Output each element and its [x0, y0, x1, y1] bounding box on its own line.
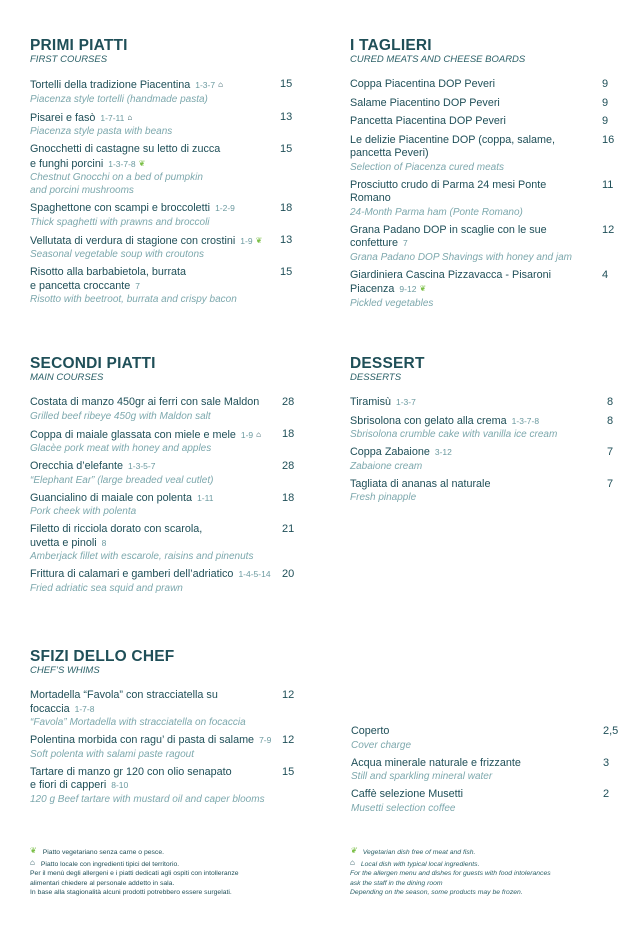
- dish-price: 13: [280, 233, 293, 246]
- dish-description: Sbrisolona crumble cake with vanilla ice cream: [350, 429, 558, 440]
- dish-name: Tagliata di ananas al naturale: [350, 477, 491, 490]
- dish-name-line: [30, 568, 300, 582]
- footnote-text: alimentari chiedere al personale addetto in sala.: [30, 879, 175, 887]
- dish-name-line: [30, 734, 300, 748]
- section-title: PRIMI PIATTI: [30, 37, 128, 54]
- allergen-codes: 7: [135, 280, 140, 291]
- leaf-icon: ❦: [350, 846, 357, 855]
- footnote-line: [350, 879, 630, 889]
- allergen-codes: 1-9: [240, 235, 253, 246]
- dish-name-line: [350, 478, 620, 492]
- menu-item: [350, 134, 620, 174]
- footnote-line: [30, 879, 320, 889]
- dish-description: Soft polenta with salami paste ragout: [30, 748, 194, 760]
- dish-description: Pickled vegetables: [350, 297, 434, 309]
- dish-name: Giardiniera Cascina Pizzavacca - Pisaroni Piacenza: [350, 268, 552, 295]
- menu-item: [30, 143, 300, 197]
- dish-name-line: [350, 179, 620, 206]
- allergen-codes: 1-4-5-14: [238, 569, 271, 579]
- dish-price: 13: [280, 110, 293, 123]
- menu-item: [350, 115, 620, 129]
- menu-item: [350, 78, 620, 92]
- footnote-text: Piatto vegetariano senza carne o pesce.: [42, 849, 164, 856]
- section-taglieri: [350, 38, 620, 315]
- menu-item: [30, 202, 300, 229]
- section-title: DESSERT: [350, 355, 425, 372]
- allergen-codes: 9-12: [399, 284, 417, 294]
- dish-name-line: [350, 134, 620, 161]
- dish-name: Tiramisù: [350, 396, 391, 408]
- section-extras: [351, 725, 621, 820]
- dish-name-line: [351, 725, 621, 739]
- allergen-codes: 7-9: [259, 735, 272, 745]
- menu-items: [351, 725, 621, 815]
- menu-item: [30, 111, 300, 139]
- dish-price: 15: [280, 78, 293, 90]
- allergen-codes: 1-3-7: [195, 80, 216, 90]
- leaf-icon: ❦: [419, 284, 427, 293]
- allergen-codes: 8: [101, 537, 107, 548]
- dish-name-line: [350, 97, 620, 111]
- dish-price: 21: [282, 523, 295, 535]
- dish-name: Prosciutto crudo di Parma 24 mesi Ponte Romano: [350, 178, 547, 204]
- footnote-line: [30, 858, 320, 870]
- dish-name-line: [30, 202, 300, 216]
- section-secondi: [30, 356, 300, 600]
- menu-items: [30, 689, 300, 806]
- dish-name: Costata di manzo 450gr ai ferri con sale Maldon: [30, 396, 260, 408]
- footnote-text: Vegetarian dish free of meat and fish.: [362, 849, 476, 856]
- dish-name: Coperto: [351, 725, 390, 737]
- menu-item: [350, 224, 620, 264]
- dish-price: 12: [282, 734, 295, 746]
- dish-name-line: [30, 428, 300, 443]
- dish-name-line: [30, 766, 300, 793]
- menu-items: [30, 396, 300, 595]
- dish-price: 11: [602, 178, 614, 191]
- dish-description: Still and sparkling mineral water: [351, 771, 493, 782]
- dish-description: 24-Month Parma ham (Ponte Romano): [350, 206, 523, 218]
- section-sfizi: [30, 649, 300, 811]
- dish-price: 9: [602, 115, 609, 127]
- dish-name: Mortadella “Favola” con stracciatella su focaccia: [30, 689, 218, 715]
- dish-description: Grana Padano DOP Shavings with honey and jam: [350, 251, 572, 263]
- dish-price: 2: [603, 788, 610, 800]
- menu-item: [351, 725, 621, 752]
- dish-name: Orecchia d’elefante: [30, 460, 124, 472]
- menu-item: [30, 766, 300, 806]
- dish-name: Coppa Piacentina DOP Peveri: [350, 78, 496, 90]
- menu-item: [30, 568, 300, 595]
- leaf-icon: ❦: [30, 846, 37, 855]
- dish-price: 8: [607, 396, 614, 408]
- footnote-text: In base alla stagionalità alcuni prodotti potrebbero essere surgelati.: [30, 889, 232, 896]
- home-icon: ⌂: [30, 857, 35, 867]
- dish-name: Le delizie Piacentine DOP (coppa, salame, pancetta Peveri): [350, 133, 556, 159]
- menu-item: [350, 97, 620, 111]
- footnote-text: For the allergen menu and dishes for guests with food intolerances: [350, 870, 551, 877]
- menu-item: [30, 460, 300, 487]
- dish-description: Grilled beef ribeye 450g with Maldon salt: [30, 410, 211, 422]
- footnotes-english: [350, 846, 630, 898]
- menu-item: [350, 415, 620, 442]
- footnote-line: [30, 888, 320, 898]
- dish-name: Gnocchetti di castagne su letto di zucca e funghi porcini: [30, 143, 221, 170]
- menu-items: [350, 78, 620, 310]
- dish-price: 16: [602, 133, 615, 146]
- dish-name: Pancetta Piacentina DOP Peveri: [350, 115, 506, 127]
- allergen-codes: 1-7-11: [100, 112, 125, 123]
- dish-price: 28: [282, 460, 295, 472]
- dish-name-line: [30, 460, 300, 474]
- dish-description: “Elephant Ear” (large breaded veal cutlet): [30, 474, 214, 486]
- dish-price: 15: [280, 143, 293, 155]
- dish-name-line: [30, 78, 300, 93]
- menu-item: [30, 492, 300, 519]
- dish-name-line: [30, 523, 300, 550]
- allergen-codes: 1-9: [240, 429, 254, 440]
- allergen-codes: 1-3-7-8: [108, 158, 136, 169]
- menu-item: [30, 734, 300, 761]
- dish-description: Amberjack fillet with escarole, raisins and pinenuts: [30, 551, 254, 562]
- footnotes-italian: [30, 846, 320, 898]
- dish-price: 7: [607, 477, 614, 490]
- section-title: I TAGLIERI: [350, 37, 432, 54]
- dish-name-line: [350, 269, 620, 297]
- menu-item: [30, 78, 300, 106]
- menu-item: [350, 269, 620, 310]
- dish-description: Glacèe pork meat with honey and apples: [30, 443, 212, 454]
- footnote-line: [350, 888, 630, 898]
- dish-name: Acqua minerale naturale e frizzante: [351, 756, 521, 769]
- dish-price: 18: [282, 427, 295, 440]
- home-icon: ⌂: [350, 857, 355, 867]
- dish-name-line: [350, 415, 620, 429]
- dish-name-line: [350, 78, 620, 92]
- menu-item: [350, 446, 620, 473]
- section-primi: [30, 38, 300, 311]
- dish-price: 12: [282, 689, 295, 701]
- dish-description: Pork cheek with polenta: [30, 506, 137, 517]
- dish-name: Pisarei e fasò: [30, 111, 96, 124]
- dish-name: Caffè selezione Musetti: [351, 788, 464, 800]
- section-subtitle: CHEF’S WHIMS: [30, 665, 100, 676]
- menu-item: [30, 266, 300, 306]
- section-dessert: [350, 356, 620, 509]
- dish-name-line: [30, 111, 300, 126]
- dish-name: Spaghettone con scampi e broccoletti: [30, 202, 211, 214]
- home-icon: ⌂: [127, 112, 133, 122]
- dish-price: 18: [282, 491, 295, 504]
- allergen-codes: 1-3-7: [396, 397, 416, 407]
- dish-name: Tartare di manzo gr 120 con olio senapato e fiori di capperi: [30, 765, 232, 791]
- dish-description: Cover charge: [351, 739, 412, 751]
- leaf-icon: ❦: [138, 158, 146, 168]
- section-title: SECONDI PIATTI: [30, 355, 156, 372]
- footnote-line: [30, 869, 320, 879]
- dish-description: “Favola” Mortadella with stracciatella on focaccia: [30, 717, 246, 728]
- section-subtitle: MAIN COURSES: [30, 372, 104, 383]
- dish-description: Piacenza style pasta with beans: [30, 126, 173, 137]
- section-subtitle: DESSERTS: [350, 372, 402, 383]
- dish-name: Tortelli della tradizione Piacentina: [30, 79, 191, 91]
- dish-name-line: [30, 492, 300, 506]
- dish-name: Coppa Zabaione: [350, 446, 430, 458]
- dish-description: Musetti selection coffee: [351, 802, 456, 814]
- footnote-line: [30, 846, 320, 858]
- dish-description: Risotto with beetroot, burrata and crispy bacon: [30, 294, 237, 305]
- dish-description: Seasonal vegetable soup with croutons: [30, 249, 205, 260]
- dish-price: 9: [602, 96, 609, 109]
- footnote-line: [350, 858, 630, 870]
- dish-name: Sbrisolona con gelato alla crema: [350, 414, 507, 427]
- menu-item: [351, 757, 621, 784]
- dish-price: 28: [282, 396, 295, 408]
- dish-name-line: [350, 396, 620, 410]
- dish-name: Coppa di maiale glassata con miele e mele: [30, 428, 236, 441]
- allergen-codes: 1-3-7-8: [511, 415, 540, 426]
- menu-item: [350, 396, 620, 410]
- allergen-codes: 8-10: [111, 780, 129, 790]
- dish-price: 3: [603, 756, 610, 769]
- dish-description: Zabaione cream: [350, 460, 423, 472]
- dish-name-line: [30, 266, 300, 293]
- menu-item: [350, 478, 620, 505]
- allergen-codes: 1-3-5-7: [128, 461, 156, 471]
- dish-name-line: [30, 143, 300, 171]
- dish-description: Fresh pinapple: [350, 492, 417, 503]
- footnote-text: Depending on the season, some products may be frozen.: [350, 889, 523, 896]
- footnote-line: [350, 869, 630, 879]
- dish-price: 4: [602, 268, 609, 281]
- section-subtitle: FIRST COURSES: [30, 54, 108, 65]
- menu-item: [30, 396, 300, 423]
- section-subtitle: CURED MEATS AND CHEESE BOARDS: [350, 54, 526, 65]
- dish-price: 2,5: [603, 725, 619, 737]
- dish-price: 20: [282, 568, 295, 580]
- dish-price: 12: [602, 223, 615, 236]
- menu-items: [350, 396, 620, 504]
- footnote-line: [350, 846, 630, 858]
- dish-name-line: [351, 788, 621, 802]
- footnote-text: Per il menù degli allergeni e i piatti dedicati agli ospiti con intolleranze: [30, 870, 239, 877]
- dish-price: 7: [607, 446, 614, 458]
- dish-description: Fried adriatic sea squid and prawn: [30, 582, 183, 594]
- dish-name: Guancialino di maiale con polenta: [30, 491, 193, 504]
- dish-price: 15: [282, 765, 295, 778]
- allergen-codes: 1-11: [197, 492, 214, 503]
- menu-items: [30, 78, 300, 306]
- dish-name: Salame Piacentino DOP Peveri: [350, 96, 500, 109]
- section-title: SFIZI DELLO CHEF: [30, 648, 175, 665]
- dish-name-line: [30, 234, 300, 249]
- home-icon: ⌂: [218, 80, 223, 89]
- leaf-icon: ❦: [255, 235, 263, 245]
- menu-item: [30, 689, 300, 729]
- dish-description: Piacenza style tortelli (handmade pasta): [30, 93, 208, 105]
- dish-description: Thick spaghetti with prawns and broccoli: [30, 216, 210, 228]
- dish-name: Grana Padano DOP in scaglie con le sue confetture: [350, 223, 547, 249]
- dish-name-line: [350, 446, 620, 460]
- menu-item: [30, 428, 300, 456]
- dish-description: Selection of Piacenza cured meats: [350, 161, 504, 173]
- dish-price: 9: [602, 78, 609, 90]
- dish-description: 120 g Beef tartare with mustard oil and caper blooms: [30, 793, 265, 805]
- menu-item: [350, 179, 620, 219]
- home-icon: ⌂: [256, 429, 261, 439]
- allergen-codes: 1-7-8: [74, 703, 95, 714]
- footnote-text: Piatto locale con ingredienti tipici del territorio.: [40, 860, 180, 868]
- dish-name-line: [30, 689, 300, 716]
- dish-name: Vellutata di verdura di stagione con crostini: [30, 234, 236, 247]
- allergen-codes: 7: [403, 238, 408, 248]
- footnote-text: ask the staff in the dining room: [350, 879, 443, 887]
- dish-name-line: [350, 115, 620, 129]
- dish-name: Filetto di ricciola dorato con scarola, uvetta e pinoli: [30, 523, 203, 549]
- dish-name: Risotto alla barbabietola, burrata e pancetta croccante: [30, 266, 187, 292]
- menu-item: [30, 234, 300, 262]
- dish-description: Chestnut Gnocchi on a bed of pumpkin and porcini mushrooms: [30, 172, 203, 196]
- footnote-text: Local dish with typical local ingredients.: [360, 860, 480, 868]
- dish-name-line: [350, 224, 620, 251]
- dish-price: 15: [280, 266, 293, 278]
- allergen-codes: 3-12: [434, 447, 452, 457]
- menu-item: [351, 788, 621, 815]
- dish-name: Frittura di calamari e gamberi dell’adriatico: [30, 568, 234, 580]
- dish-name: Polentina morbida con ragu’ di pasta di salame: [30, 734, 255, 746]
- dish-name-line: [30, 396, 300, 410]
- dish-price: 18: [280, 202, 293, 214]
- menu-item: [30, 523, 300, 563]
- allergen-codes: 1-2-9: [215, 203, 235, 213]
- dish-price: 8: [607, 414, 614, 427]
- dish-name-line: [351, 757, 621, 771]
